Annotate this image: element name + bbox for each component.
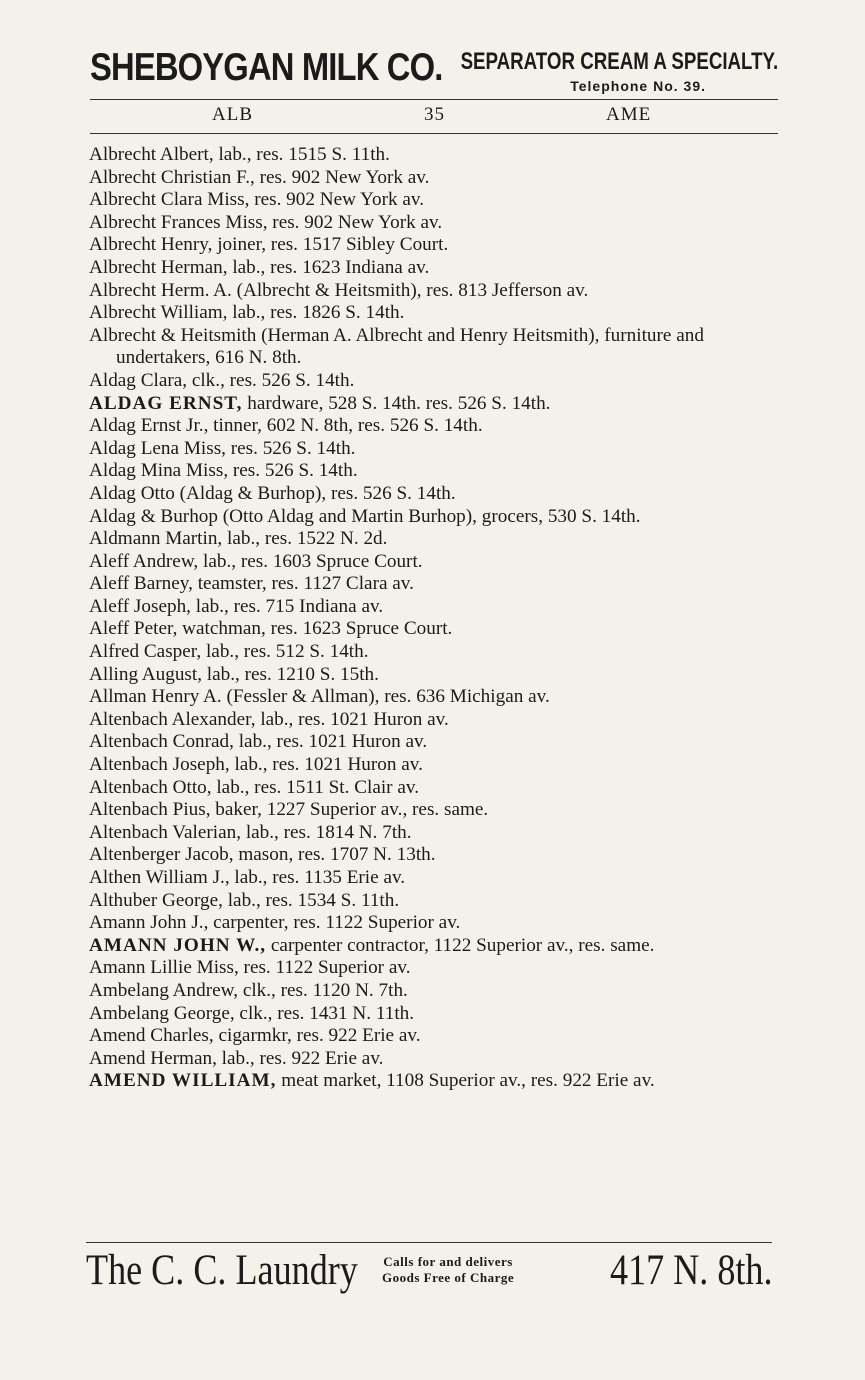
directory-entry <box>89 528 779 551</box>
directory-entries <box>89 144 779 1093</box>
entry-text: Alling August, lab., res. 1210 S. 15th. <box>89 663 379 685</box>
directory-entry <box>89 686 779 709</box>
directory-entry <box>89 551 779 574</box>
laundry-name: The C. C. Laundry <box>86 1247 358 1294</box>
entry-text: carpenter contractor, 1122 Superior av., res. same. <box>266 934 655 956</box>
directory-entry <box>89 573 779 596</box>
directory-entry <box>89 641 779 664</box>
header-divider <box>90 133 778 134</box>
directory-entry <box>89 167 779 190</box>
entry-text: Albrecht Frances Miss, res. 902 New York av. <box>89 211 443 233</box>
directory-entry <box>89 799 779 822</box>
entry-text: Albrecht Christian F., res. 902 New York av. <box>89 166 430 188</box>
directory-entry <box>89 664 779 687</box>
entry-text: Aleff Andrew, lab., res. 1603 Spruce Court. <box>89 550 423 572</box>
entry-bold-name: AMANN JOHN W., <box>89 934 267 956</box>
service-line-1: Calls for and delivers <box>383 1254 513 1269</box>
entry-text: Allman Henry A. (Fessler & Allman), res. 636 Michigan av. <box>89 686 550 708</box>
running-head-right: AME <box>606 104 652 125</box>
directory-entry <box>89 257 779 280</box>
directory-entry <box>89 234 779 257</box>
directory-entry <box>89 460 779 483</box>
entry-text: Aldag Ernst Jr., tinner, 602 N. 8th, res. 526 S. 14th. <box>89 415 483 437</box>
top-advertisement <box>90 40 778 96</box>
entry-text: Aldag Clara, clk., res. 526 S. 14th. <box>89 369 355 391</box>
entry-text: Althuber George, lab., res. 1534 S. 11th. <box>89 889 400 911</box>
directory-entry <box>89 890 779 913</box>
entry-text: Aleff Joseph, lab., res. 715 Indiana av. <box>89 595 384 617</box>
entry-text: Amann Lillie Miss, res. 1122 Superior av. <box>89 957 411 979</box>
directory-entry <box>89 1048 779 1071</box>
entry-text: Amend Herman, lab., res. 922 Erie av. <box>89 1047 384 1069</box>
entry-text: Aleff Peter, watchman, res. 1623 Spruce Court. <box>89 618 453 640</box>
bottom-divider <box>86 1242 772 1243</box>
directory-entry <box>89 618 779 641</box>
directory-entry <box>89 822 779 845</box>
entry-text: Altenbach Alexander, lab., res. 1021 Huron av. <box>89 708 449 730</box>
directory-entry <box>89 483 779 506</box>
entry-text: Altenbach Otto, lab., res. 1511 St. Clair av. <box>89 776 420 798</box>
entry-bold-name: ALDAG ERNST, <box>89 392 243 414</box>
entry-text: Altenbach Conrad, lab., res. 1021 Huron av. <box>89 731 428 753</box>
directory-entry <box>89 144 779 167</box>
entry-text: Amend Charles, cigarmkr, res. 922 Erie av. <box>89 1025 421 1047</box>
entry-text: Aldmann Martin, lab., res. 1522 N. 2d. <box>89 528 388 550</box>
ad-brand-name: SHEBOYGAN MILK CO. <box>90 46 443 89</box>
entry-text: Albrecht William, lab., res. 1826 S. 14th. <box>89 302 405 324</box>
directory-entry <box>89 596 779 619</box>
ad-telephone: Telephone No. 39. <box>570 78 706 94</box>
directory-entry <box>89 1070 779 1093</box>
directory-entry <box>89 912 779 935</box>
page-number: 35 <box>424 104 445 125</box>
directory-entry <box>89 844 779 867</box>
entry-text: Albrecht Herman, lab., res. 1623 Indiana av. <box>89 256 430 278</box>
directory-entry <box>89 325 779 370</box>
entry-text: Albrecht & Heitsmith (Herman A. Albrecht and Henry Heitsmith), furniture and undertakers, 616 N. 8th. <box>89 324 704 369</box>
entry-text: meat market, 1108 Superior av., res. 922 Erie av. <box>276 1070 655 1092</box>
directory-entry <box>89 438 779 461</box>
directory-entry <box>89 280 779 303</box>
directory-entry <box>89 1003 779 1026</box>
entry-text: Altenbach Valerian, lab., res. 1814 N. 7th. <box>89 821 412 843</box>
entry-text: Altenbach Pius, baker, 1227 Superior av., res. same. <box>89 799 489 821</box>
directory-entry <box>89 415 779 438</box>
entry-text: hardware, 528 S. 14th. res. 526 S. 14th. <box>242 392 551 414</box>
entry-text: Albrecht Henry, joiner, res. 1517 Sibley Court. <box>89 234 449 256</box>
entry-text: Aldag Mina Miss, res. 526 S. 14th. <box>89 460 358 482</box>
entry-text: Aldag Otto (Aldag & Burhop), res. 526 S. 14th. <box>89 482 456 504</box>
service-line-2: Goods Free of Charge <box>382 1270 515 1285</box>
directory-entry <box>89 709 779 732</box>
directory-entry <box>89 957 779 980</box>
entry-text: Albrecht Clara Miss, res. 902 New York av. <box>89 189 425 211</box>
entry-bold-name: AMEND WILLIAM, <box>89 1070 277 1092</box>
running-head-left: ALB <box>212 104 253 125</box>
entry-text: Albrecht Herm. A. (Albrecht & Heitsmith), res. 813 Jefferson av. <box>89 279 589 301</box>
directory-entry <box>89 506 779 529</box>
entry-text: Ambelang George, clk., res. 1431 N. 11th. <box>89 1002 415 1024</box>
directory-entry <box>89 754 779 777</box>
entry-text: Althen William J., lab., res. 1135 Erie av. <box>89 867 406 888</box>
entry-text: Alfred Casper, lab., res. 512 S. 14th. <box>89 641 369 663</box>
entry-text: Aldag Lena Miss, res. 526 S. 14th. <box>89 437 356 459</box>
entry-text: Altenberger Jacob, mason, res. 1707 N. 13th. <box>89 844 436 866</box>
entry-text: Aleff Barney, teamster, res. 1127 Clara av. <box>89 573 414 595</box>
laundry-address: 417 N. 8th. <box>609 1247 772 1294</box>
directory-entry <box>89 302 779 325</box>
directory-entry <box>89 393 779 416</box>
directory-entry <box>89 212 779 235</box>
entry-text: Aldag & Burhop (Otto Aldag and Martin Burhop), grocers, 530 S. 14th. <box>89 505 641 527</box>
directory-entry <box>89 731 779 754</box>
directory-entry <box>89 370 779 393</box>
laundry-service-note <box>382 1254 514 1286</box>
top-divider <box>90 99 778 100</box>
entry-text: Altenbach Joseph, lab., res. 1021 Huron av. <box>89 754 423 776</box>
running-head <box>90 104 778 128</box>
directory-entry <box>89 935 779 958</box>
entry-text: Albrecht Albert, lab., res. 1515 S. 11th. <box>89 144 390 165</box>
directory-entry <box>89 189 779 212</box>
ad-tagline: SEPARATOR CREAM A SPECIALTY. <box>460 48 778 75</box>
bottom-advertisement <box>86 1246 772 1292</box>
directory-entry <box>89 1025 779 1048</box>
directory-entry <box>89 777 779 800</box>
directory-entry <box>89 980 779 1003</box>
entry-text: Amann John J., carpenter, res. 1122 Superior av. <box>89 912 461 934</box>
entry-text: Ambelang Andrew, clk., res. 1120 N. 7th. <box>89 979 408 1001</box>
directory-entry <box>89 867 779 890</box>
